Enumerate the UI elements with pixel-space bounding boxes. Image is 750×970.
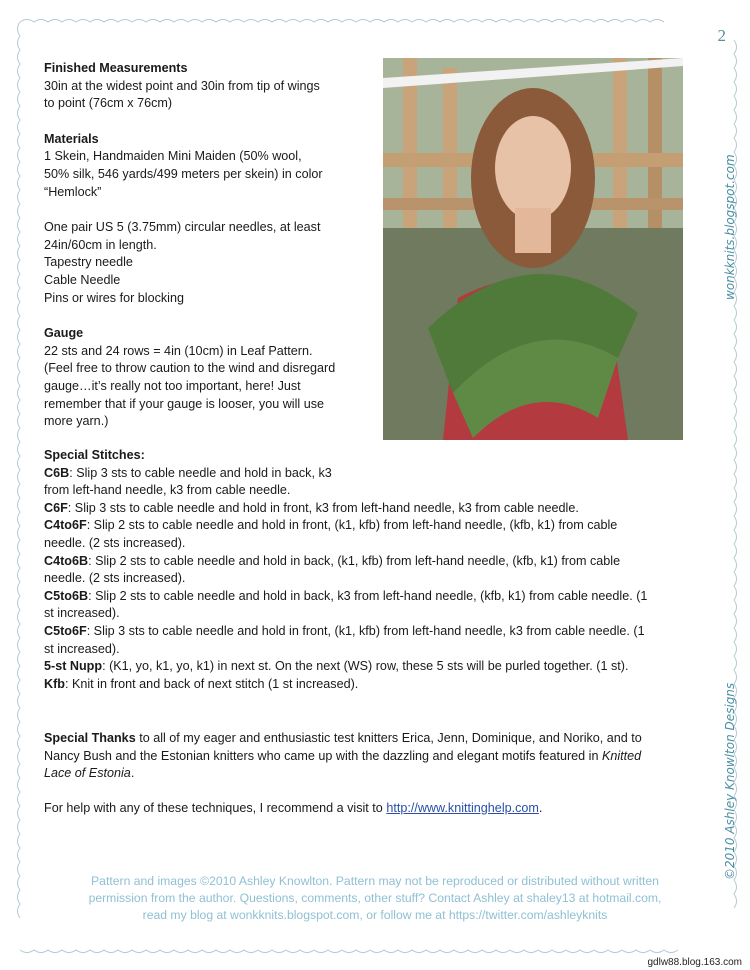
gauge-line: remember that if your gauge is looser, you will use: [44, 396, 324, 411]
finished-line: to point (76cm x 76cm): [44, 96, 173, 111]
knittinghelp-link[interactable]: http://www.knittinghelp.com: [386, 801, 539, 815]
materials-line: “Hemlock”: [44, 184, 102, 199]
stitch-item: C5to6B: Slip 2 sts to cable needle and hold in back, k3 from left-hand needle, (kfb, k1) from cable needle. (1 st increased).: [44, 588, 648, 621]
help-text: For help with any of these techniques, I recommend a visit to http://www.knittinghelp.com.: [44, 801, 543, 815]
side-blog-text: wonkknits.blogspot.com: [723, 154, 737, 300]
footer-line: Pattern and images ©2010 Ashley Knowlton. Pattern may not be reproduced or distributed without written: [91, 874, 659, 888]
special-stitches-section: [44, 447, 704, 693]
materials-line: 1 Skein, Handmaiden Mini Maiden (50% wool,: [44, 149, 302, 164]
gauge-line: more yarn.): [44, 414, 109, 429]
stitch-item: C4to6F: Slip 2 sts to cable needle and hold in front, (k1, kfb) from left-hand needle, (kfb, k1) from cable needle. (2 sts increased).: [44, 518, 618, 550]
gauge-line: (Feel free to throw caution to the wind and disregard: [44, 361, 336, 376]
finished-heading: Finished Measurements: [44, 61, 188, 75]
stitch-item: C4to6B: Slip 2 sts to cable needle and hold in back, (k1, kfb) from left-hand needle, (kfb, k1) from cable needle. (2 sts increased).: [44, 553, 621, 586]
materials-line: Tapestry needle: [44, 255, 133, 270]
gauge-line: 22 sts and 24 rows = 4in (10cm) in Leaf Pattern.: [44, 343, 313, 358]
gauge-line: gauge…it’s really not too important, here! Just: [44, 378, 301, 393]
materials-line: Cable Needle: [44, 272, 121, 287]
model-photo: [383, 58, 683, 440]
special-stitches-heading: Special Stitches:: [44, 448, 145, 462]
watermark: gdlw88.blog.163.com: [647, 957, 742, 968]
stitch-item: Kfb: Knit in front and back of next stitch (1 st increased).: [44, 676, 359, 691]
thanks-bold: Special Thanks: [44, 731, 136, 745]
footer-line: read my blog at wonkknits.blogspot.com, or follow me at https://twitter.com/ashleyknits: [142, 908, 608, 922]
materials-line: One pair US 5 (3.75mm) circular needles, at least: [44, 220, 321, 235]
footer-copyright: [40, 873, 710, 924]
gauge-heading: Gauge: [44, 326, 84, 341]
stitch-item: 5-st Nupp: (K1, yo, k1, yo, k1) in next st. On the next (WS) row, these 5 sts will be purled together. (1 st).: [44, 659, 629, 674]
materials-heading: Materials: [44, 131, 99, 146]
finished-line: 30in at the widest point and 30in from tip of wings: [44, 78, 320, 93]
page-number: 2: [717, 26, 726, 45]
materials-line: 50% silk, 546 yards/499 meters per skein) in color: [44, 166, 323, 181]
stitch-item: C5to6F: Slip 3 sts to cable needle and hold in front, (k1, kfb) from left-hand needle, k3 from cable needle. (1 st increased).: [44, 623, 645, 656]
stitch-item: C6F: Slip 3 sts to cable needle and hold in front, k3 from left-hand needle, k3 from cable needle.: [44, 500, 579, 515]
special-thanks: Special Thanks to all of my eager and enthusiastic test knitters Erica, Jenn, Dominique, and Noriko, and to Nancy Bush and the Estonian knitters who came up with the dazzling and elegant motifs featured in Knitted Lace of Estonia.: [44, 731, 642, 781]
materials-line: Pins or wires for blocking: [44, 290, 184, 305]
side-copyright-text: ©2010 Ashley Knowlton Designs: [723, 682, 737, 880]
materials-line: 24in/60cm in length.: [44, 237, 157, 252]
footer-line: permission from the author. Questions, comments, other stuff? Contact Ashley at shaley13 at hotmail.com,: [88, 891, 662, 905]
stitch-item: C6B: Slip 3 sts to cable needle and hold in back, k3 from left-hand needle, k3 from cable needle.: [44, 465, 332, 498]
